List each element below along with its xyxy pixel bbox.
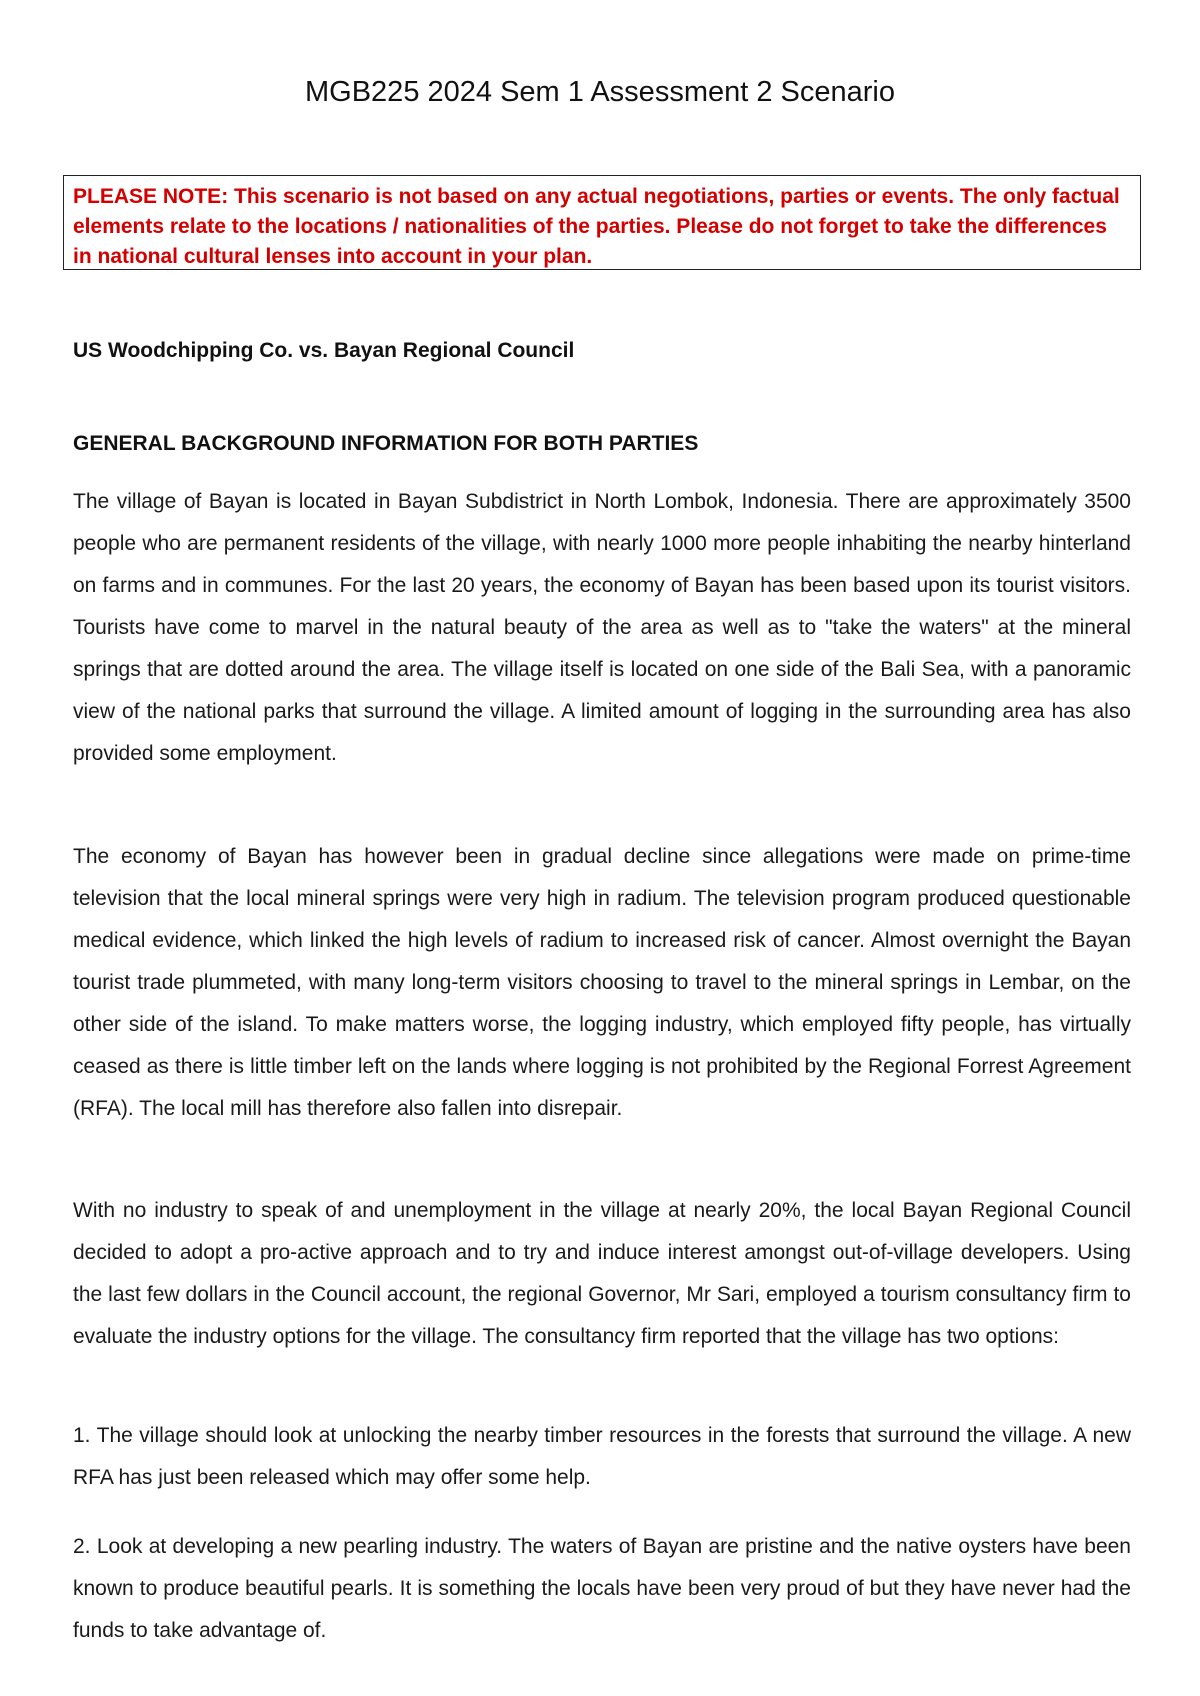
notice-box: PLEASE NOTE: This scenario is not based on any actual negotiations, parties or events. The only factual elements relate to the locations / nationalities of the parties. Please do not forget to take the differences in national cultural lenses into account in your plan. xyxy=(63,175,1141,270)
paragraph-council-approach: With no industry to speak of and unemployment in the village at nearly 20%, the local Bayan Regional Council decided to adopt a pro-active approach and to try and induce interest amongst out-of-village developers. Using the last few dollars in the Council account, the regional Governor, Mr Sari, employed a tourism consultancy firm to evaluate the industry options for the village. The consultancy firm reported that the village has two options: xyxy=(73,1199,1131,1348)
paragraph-option-2: 2. Look at developing a new pearling industry. The waters of Bayan are pristine and the native oysters have been known to produce beautiful pearls. It is something the locals have been very proud of but they have never had the funds to take advantage of. xyxy=(73,1535,1131,1642)
paragraph-background: The village of Bayan is located in Bayan Subdistrict in North Lombok, Indonesia. There are approximately 3500 people who are permanent residents of the village, with nearly 1000 more people inhabiting the nearby hinterland on farms and in communes. For the last 20 years, the economy of Bayan has been based upon its tourist visitors. Tourists have come to marvel in the natural beauty of the area as well as to "take the waters" at the mineral springs that are dotted around the area. The village itself is located on one side of the Bali Sea, with a panoramic view of the national parks that surround the village. A limited amount of logging in the surrounding area has also provided some employment. xyxy=(73,490,1131,765)
section-heading: GENERAL BACKGROUND INFORMATION FOR BOTH PARTIES xyxy=(73,432,699,455)
paragraph-option-1: 1. The village should look at unlocking the nearby timber resources in the forests that surround the village. A new RFA has just been released which may offer some help. xyxy=(73,1424,1131,1489)
page-title: MGB225 2024 Sem 1 Assessment 2 Scenario xyxy=(305,76,895,108)
case-heading: US Woodchipping Co. vs. Bayan Regional Council xyxy=(73,339,575,362)
paragraph-economy-decline: The economy of Bayan has however been in gradual decline since allegations were made on prime-time television that the local mineral springs were very high in radium. The television program produced questionable medical evidence, which linked the high levels of radium to increased risk of cancer. Almost overnight the Bayan tourist trade plummeted, with many long-term visitors choosing to travel to the mineral springs in Lembar, on the other side of the island. To make matters worse, the logging industry, which employed fifty people, has virtually ceased as there is little timber left on the lands where logging is not prohibited by the Regional Forrest Agreement (RFA). The local mill has therefore also fallen into disrepair. xyxy=(73,845,1131,1120)
